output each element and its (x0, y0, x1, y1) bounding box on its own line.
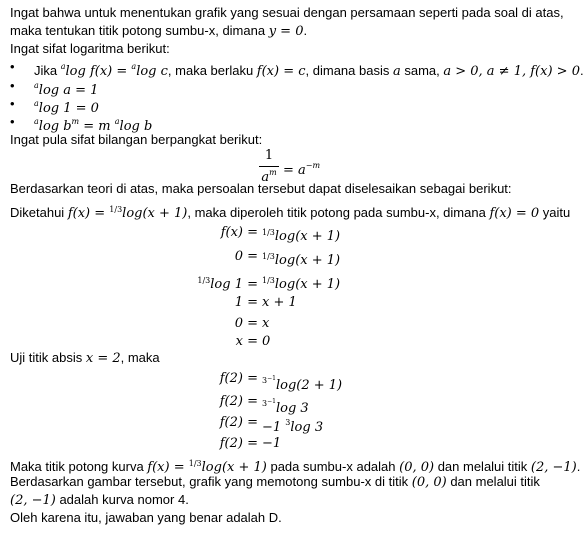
intro-line-1: Ingat bahwa untuk menentukan grafik yang sesuai dengan persamaan seperti pada soal di atas, (10, 5, 564, 20)
solution-document: Ingat bahwa untuk menentukan grafik yang sesuai dengan persamaan seperti pada soal di atas, maka tentukan titik potong sumbu-x, dimana y = 0. Ingat sifat logaritma berikut: • Jika $^a$log f(x) = $^a$log c, maka berlaku f(x) = c, dimana basis a sama, a > 0, a ≠ 1, f(x) > 0. • $^a$log a = 1 • $^a$log 1 = 0 • $^a$log $b^m = m$ $^a$log b Ingat pula sifat bilangan berpangkat berikut: 1 $a^m$ = $a^{-m}$ Berdasarkan teori di atas, maka persoalan tersebut dapat diselesaikan sebagai berikut: Diketahui f(x) = $^{1/3}$log(x + 1), maka diperoleh titik potong pada sumbu-x, dimana f(x) = 0 yaitu f(x) = $^{1/3}$log(x + 1) 0 = $^{1/3}$log(x + 1) $^{1/3}$log 1 = $^{1/3}$log(x + 1) 1 = x + 1 0 = x x = 0 Uji titik absis x = 2, maka f(2) = $^{3^{-1}}$log(2 + 1) f(2) = $^{3^{-1}}$log 3 f(2) = −1 $^3$log 3 f(2) = −1 Maka titik potong kurva f(x) = $^{1/3}$log(x + 1) pada sumbu-x adalah (0, 0) dan melalui titik (2, −1). Berdasarkan gambar tersebut, grafik yang memotong sumbu-x di titik (0, 0) dan melalui titik (2, −1) adalah kurva nomor 4. Oleh karena itu, jawaban yang benar adalah D. (10, 5, 584, 525)
log-prop-2: $^a$log a = 1 (34, 81, 99, 98)
log-prop-4: $^a$log $b^m = m$ $^a$log b (34, 117, 153, 134)
solution-intro: Berdasarkan teori di atas, maka persoalan tersebut dapat diselesaikan sebagai berikut: (10, 181, 512, 196)
final-answer: Oleh karena itu, jawaban yang benar adalah D. (10, 510, 282, 525)
conclusion-line-3: (2, −1) adalah kurva nomor 4. (10, 492, 189, 508)
bullet-icon: • (10, 78, 15, 93)
intro-line-2: maka tentukan titik potong sumbu-x, dimana y = 0. (10, 23, 308, 39)
power-fraction: 1 $a^m$ (258, 148, 280, 186)
bullet-icon: • (10, 96, 15, 111)
log-prop-1: Jika $^a$log f(x) = $^a$log c, maka berlaku f(x) = c, dimana basis a sama, a > 0, a ≠ 1, f(x) > 0. (34, 62, 584, 79)
power-props-heading: Ingat pula sifat bilangan berpangkat berikut: (10, 132, 263, 147)
log-props-heading: Ingat sifat logaritma berikut: (10, 41, 170, 56)
bullet-icon: • (10, 59, 15, 74)
known-line: Diketahui f(x) = $^{1/3}$log(x + 1), maka diperoleh titik potong pada sumbu-x, dimana f(x) = 0 yaitu (10, 205, 571, 221)
log-prop-3: $^a$log 1 = 0 (34, 99, 99, 116)
fraction-bar (259, 166, 279, 167)
test-line: Uji titik absis x = 2, maka (10, 350, 160, 366)
bullet-icon: • (10, 114, 15, 129)
conclusion-line-2: Berdasarkan gambar tersebut, grafik yang memotong sumbu-x di titik (0, 0) dan melalui titik (10, 474, 540, 490)
power-rhs: = $a^{-m}$ (283, 161, 321, 178)
conclusion-line-1: Maka titik potong kurva f(x) = $^{1/3}$log(x + 1) pada sumbu-x adalah (0, 0) dan melalui titik (2, −1). (10, 459, 581, 475)
